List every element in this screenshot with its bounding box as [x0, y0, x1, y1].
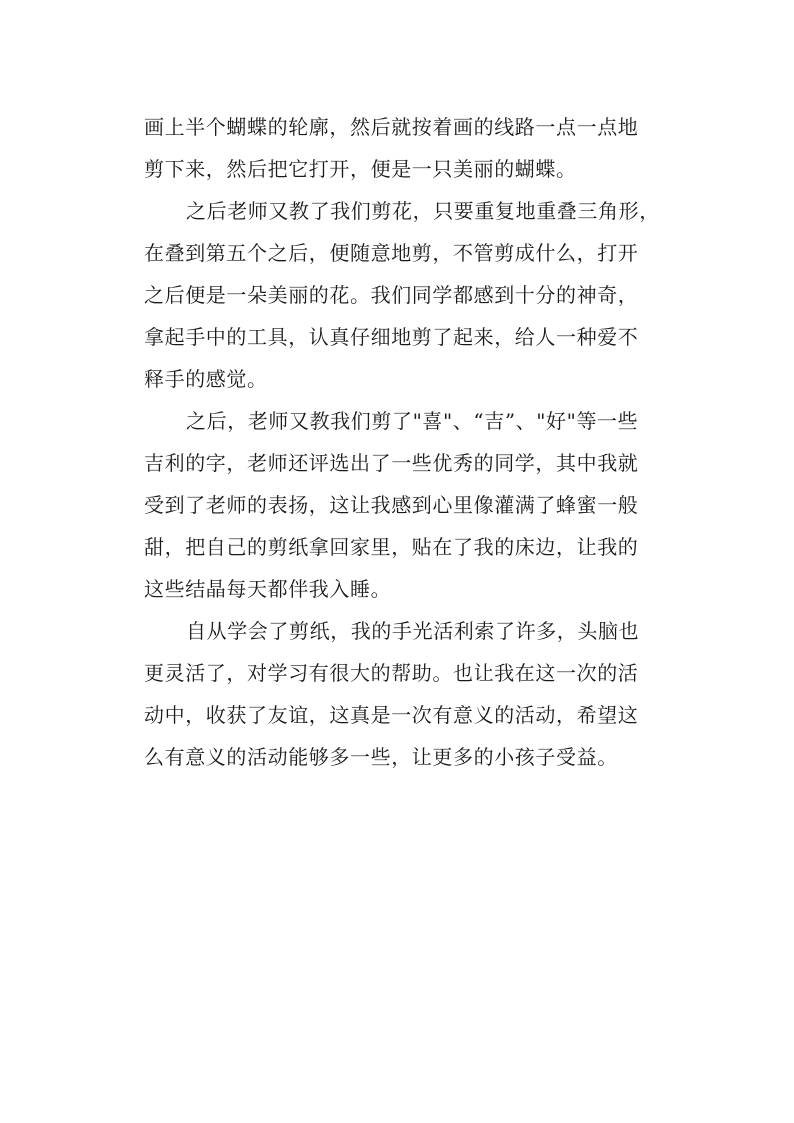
- paragraph-start-line: 自从学会了剪纸，我的手光活利索了许多，头脑也: [186, 619, 640, 643]
- essay-text: [144, 106, 664, 778]
- text-line: 动中，收获了友谊，这真是一次有意义的活动，希望这: [144, 703, 639, 727]
- text-line: 更灵活了，对学习有很大的帮助。也让我在这一次的活: [144, 661, 639, 685]
- text-line: 这些结晶每天都伴我入睡。: [144, 577, 392, 601]
- text-line: 吉利的字，老师还评选出了一些优秀的同学，其中我就: [144, 451, 639, 475]
- text-line: 剪下来，然后把它打开，便是一只美丽的蝴蝶。: [144, 157, 577, 181]
- text-line: 么有意义的活动能够多一些，让更多的小孩子受益。: [144, 745, 618, 769]
- text-line: 在叠到第五个之后，便随意地剪，不管剪成什么，打开: [144, 241, 639, 265]
- paragraph-start-line: 之后老师又教了我们剪花，只要重复地重叠三角形，: [186, 199, 660, 223]
- text-line: 画上半个蝴蝶的轮廓，然后就按着画的线路一点一点地: [144, 115, 639, 139]
- text-line: 受到了老师的表扬，这让我感到心里像灌满了蜂蜜一般: [144, 493, 639, 517]
- text-line: 之后便是一朵美丽的花。我们同学都感到十分的神奇，: [144, 283, 639, 307]
- text-line: 释手的感觉。: [144, 367, 268, 391]
- paragraph-start-line: 之后，老师又教我们剪了"喜"、“吉”、"好"等一些: [186, 409, 639, 433]
- text-line: 拿起手中的工具，认真仔细地剪了起来，给人一种爱不: [144, 325, 639, 349]
- text-line: 甜，把自己的剪纸拿回家里，贴在了我的床边，让我的: [144, 535, 639, 559]
